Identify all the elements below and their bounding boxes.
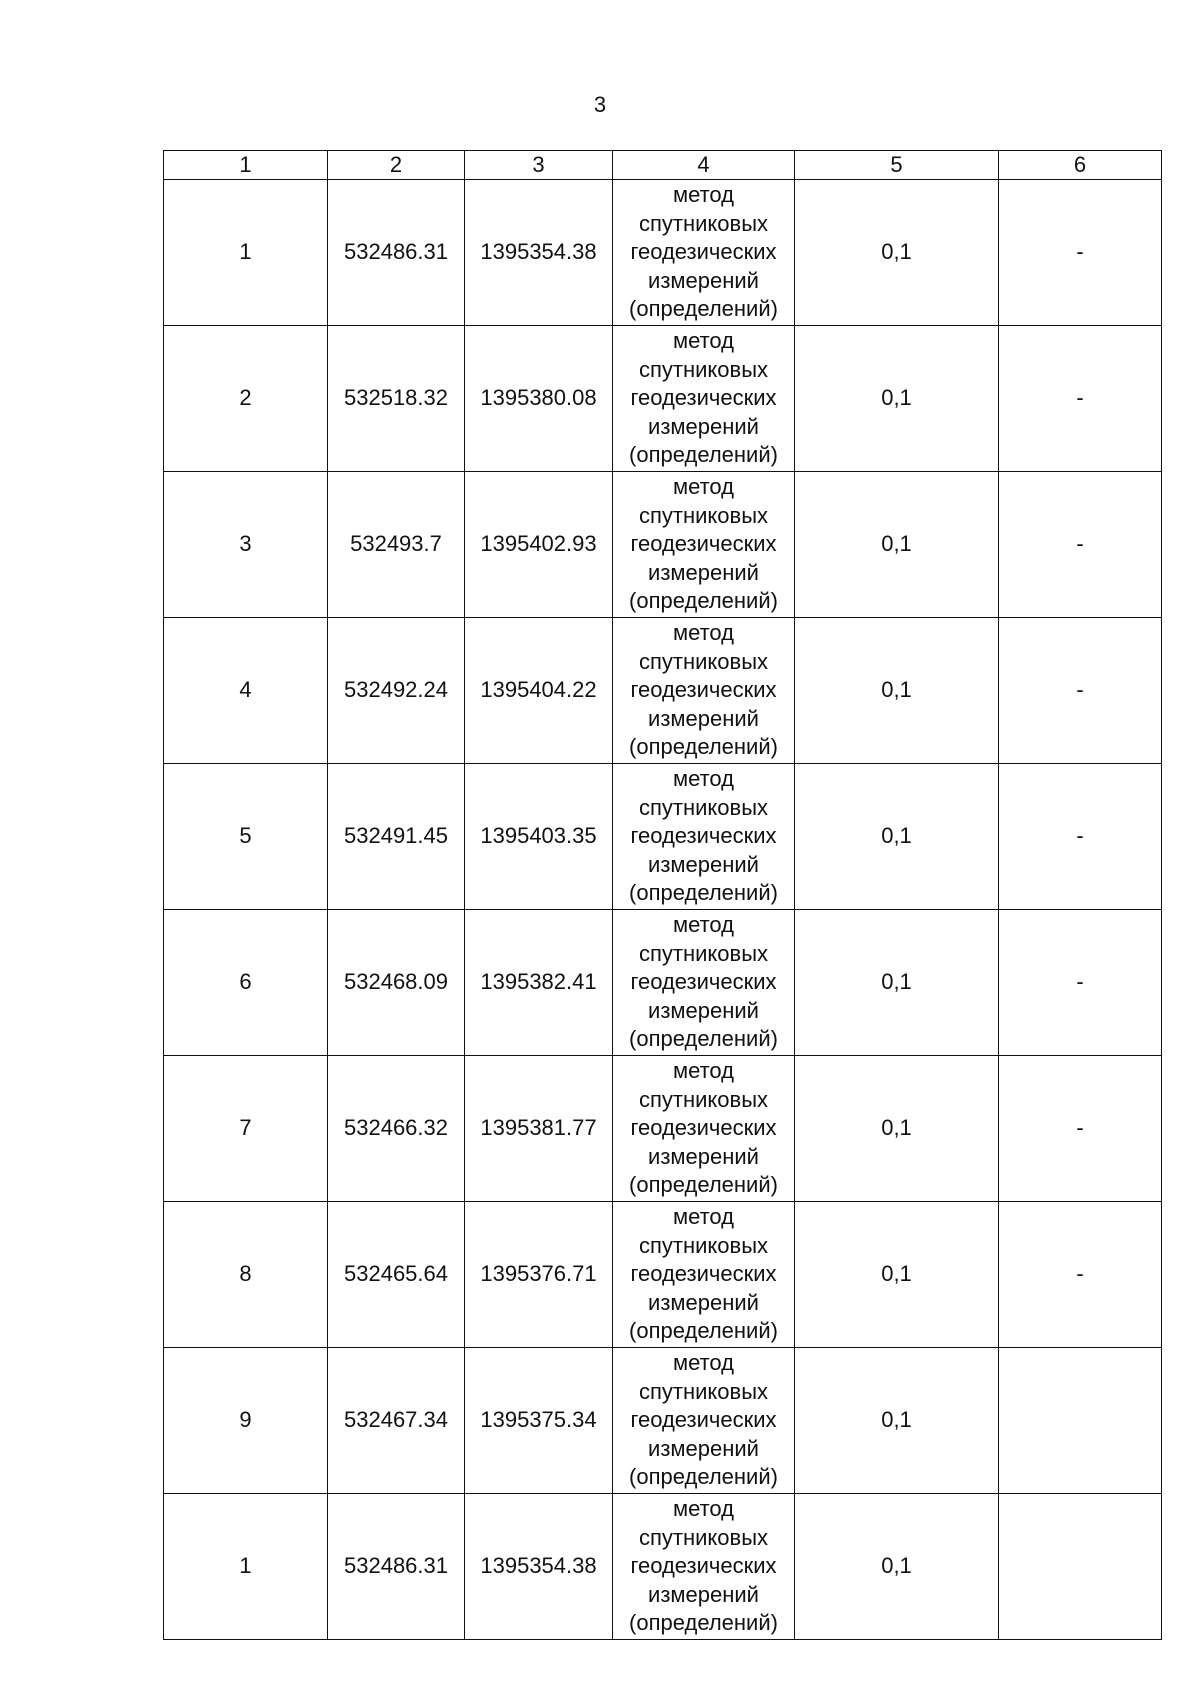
point-cell: 7	[164, 1056, 328, 1202]
accuracy-cell: 0,1	[795, 1494, 999, 1640]
method-cell: метод спутниковых геодезических измерений (определений)	[613, 618, 795, 764]
table-row	[164, 1202, 1162, 1348]
table-row	[164, 618, 1162, 764]
note-cell	[999, 1348, 1162, 1494]
y-coordinate-cell: 1395404.22	[465, 618, 613, 764]
table-row	[164, 1056, 1162, 1202]
accuracy-cell: 0,1	[795, 764, 999, 910]
coordinates-table	[163, 150, 1162, 1640]
accuracy-cell: 0,1	[795, 180, 999, 326]
header-col-1: 1	[164, 151, 328, 180]
accuracy-cell: 0,1	[795, 910, 999, 1056]
x-coordinate-cell: 532466.32	[328, 1056, 465, 1202]
y-coordinate-cell: 1395402.93	[465, 472, 613, 618]
accuracy-cell: 0,1	[795, 472, 999, 618]
point-cell: 5	[164, 764, 328, 910]
note-cell: -	[999, 1056, 1162, 1202]
y-coordinate-cell: 1395375.34	[465, 1348, 613, 1494]
method-cell: метод спутниковых геодезических измерений (определений)	[613, 472, 795, 618]
note-cell: -	[999, 472, 1162, 618]
x-coordinate-cell: 532492.24	[328, 618, 465, 764]
table-row	[164, 764, 1162, 910]
y-coordinate-cell: 1395354.38	[465, 1494, 613, 1640]
note-cell: -	[999, 180, 1162, 326]
y-coordinate-cell: 1395380.08	[465, 326, 613, 472]
header-col-2: 2	[328, 151, 465, 180]
x-coordinate-cell: 532468.09	[328, 910, 465, 1056]
point-cell: 4	[164, 618, 328, 764]
table-header-row	[164, 151, 1162, 180]
y-coordinate-cell: 1395403.35	[465, 764, 613, 910]
page-number: 3	[593, 92, 607, 117]
method-cell: метод спутниковых геодезических измерений (определений)	[613, 326, 795, 472]
accuracy-cell: 0,1	[795, 326, 999, 472]
x-coordinate-cell: 532486.31	[328, 1494, 465, 1640]
note-cell: -	[999, 764, 1162, 910]
method-cell: метод спутниковых геодезических измерений (определений)	[613, 1202, 795, 1348]
y-coordinate-cell: 1395382.41	[465, 910, 613, 1056]
point-cell: 2	[164, 326, 328, 472]
header-col-5: 5	[795, 151, 999, 180]
header-col-3: 3	[465, 151, 613, 180]
point-cell: 6	[164, 910, 328, 1056]
x-coordinate-cell: 532486.31	[328, 180, 465, 326]
x-coordinate-cell: 532465.64	[328, 1202, 465, 1348]
x-coordinate-cell: 532491.45	[328, 764, 465, 910]
method-cell: метод спутниковых геодезических измерений (определений)	[613, 764, 795, 910]
point-cell: 9	[164, 1348, 328, 1494]
table-row	[164, 910, 1162, 1056]
method-cell: метод спутниковых геодезических измерений (определений)	[613, 1494, 795, 1640]
method-cell: метод спутниковых геодезических измерений (определений)	[613, 180, 795, 326]
accuracy-cell: 0,1	[795, 1348, 999, 1494]
note-cell	[999, 1494, 1162, 1640]
x-coordinate-cell: 532493.7	[328, 472, 465, 618]
note-cell: -	[999, 326, 1162, 472]
method-cell: метод спутниковых геодезических измерений (определений)	[613, 1348, 795, 1494]
accuracy-cell: 0,1	[795, 1202, 999, 1348]
method-cell: метод спутниковых геодезических измерений (определений)	[613, 1056, 795, 1202]
accuracy-cell: 0,1	[795, 618, 999, 764]
point-cell: 1	[164, 1494, 328, 1640]
y-coordinate-cell: 1395381.77	[465, 1056, 613, 1202]
point-cell: 8	[164, 1202, 328, 1348]
method-cell: метод спутниковых геодезических измерений (определений)	[613, 910, 795, 1056]
accuracy-cell: 0,1	[795, 1056, 999, 1202]
note-cell: -	[999, 1202, 1162, 1348]
y-coordinate-cell: 1395354.38	[465, 180, 613, 326]
y-coordinate-cell: 1395376.71	[465, 1202, 613, 1348]
header-col-6: 6	[999, 151, 1162, 180]
note-cell: -	[999, 910, 1162, 1056]
table-row	[164, 326, 1162, 472]
table-row	[164, 472, 1162, 618]
point-cell: 1	[164, 180, 328, 326]
x-coordinate-cell: 532518.32	[328, 326, 465, 472]
note-cell: -	[999, 618, 1162, 764]
table-row	[164, 1348, 1162, 1494]
table-row	[164, 1494, 1162, 1640]
header-col-4: 4	[613, 151, 795, 180]
table-row	[164, 180, 1162, 326]
point-cell: 3	[164, 472, 328, 618]
x-coordinate-cell: 532467.34	[328, 1348, 465, 1494]
